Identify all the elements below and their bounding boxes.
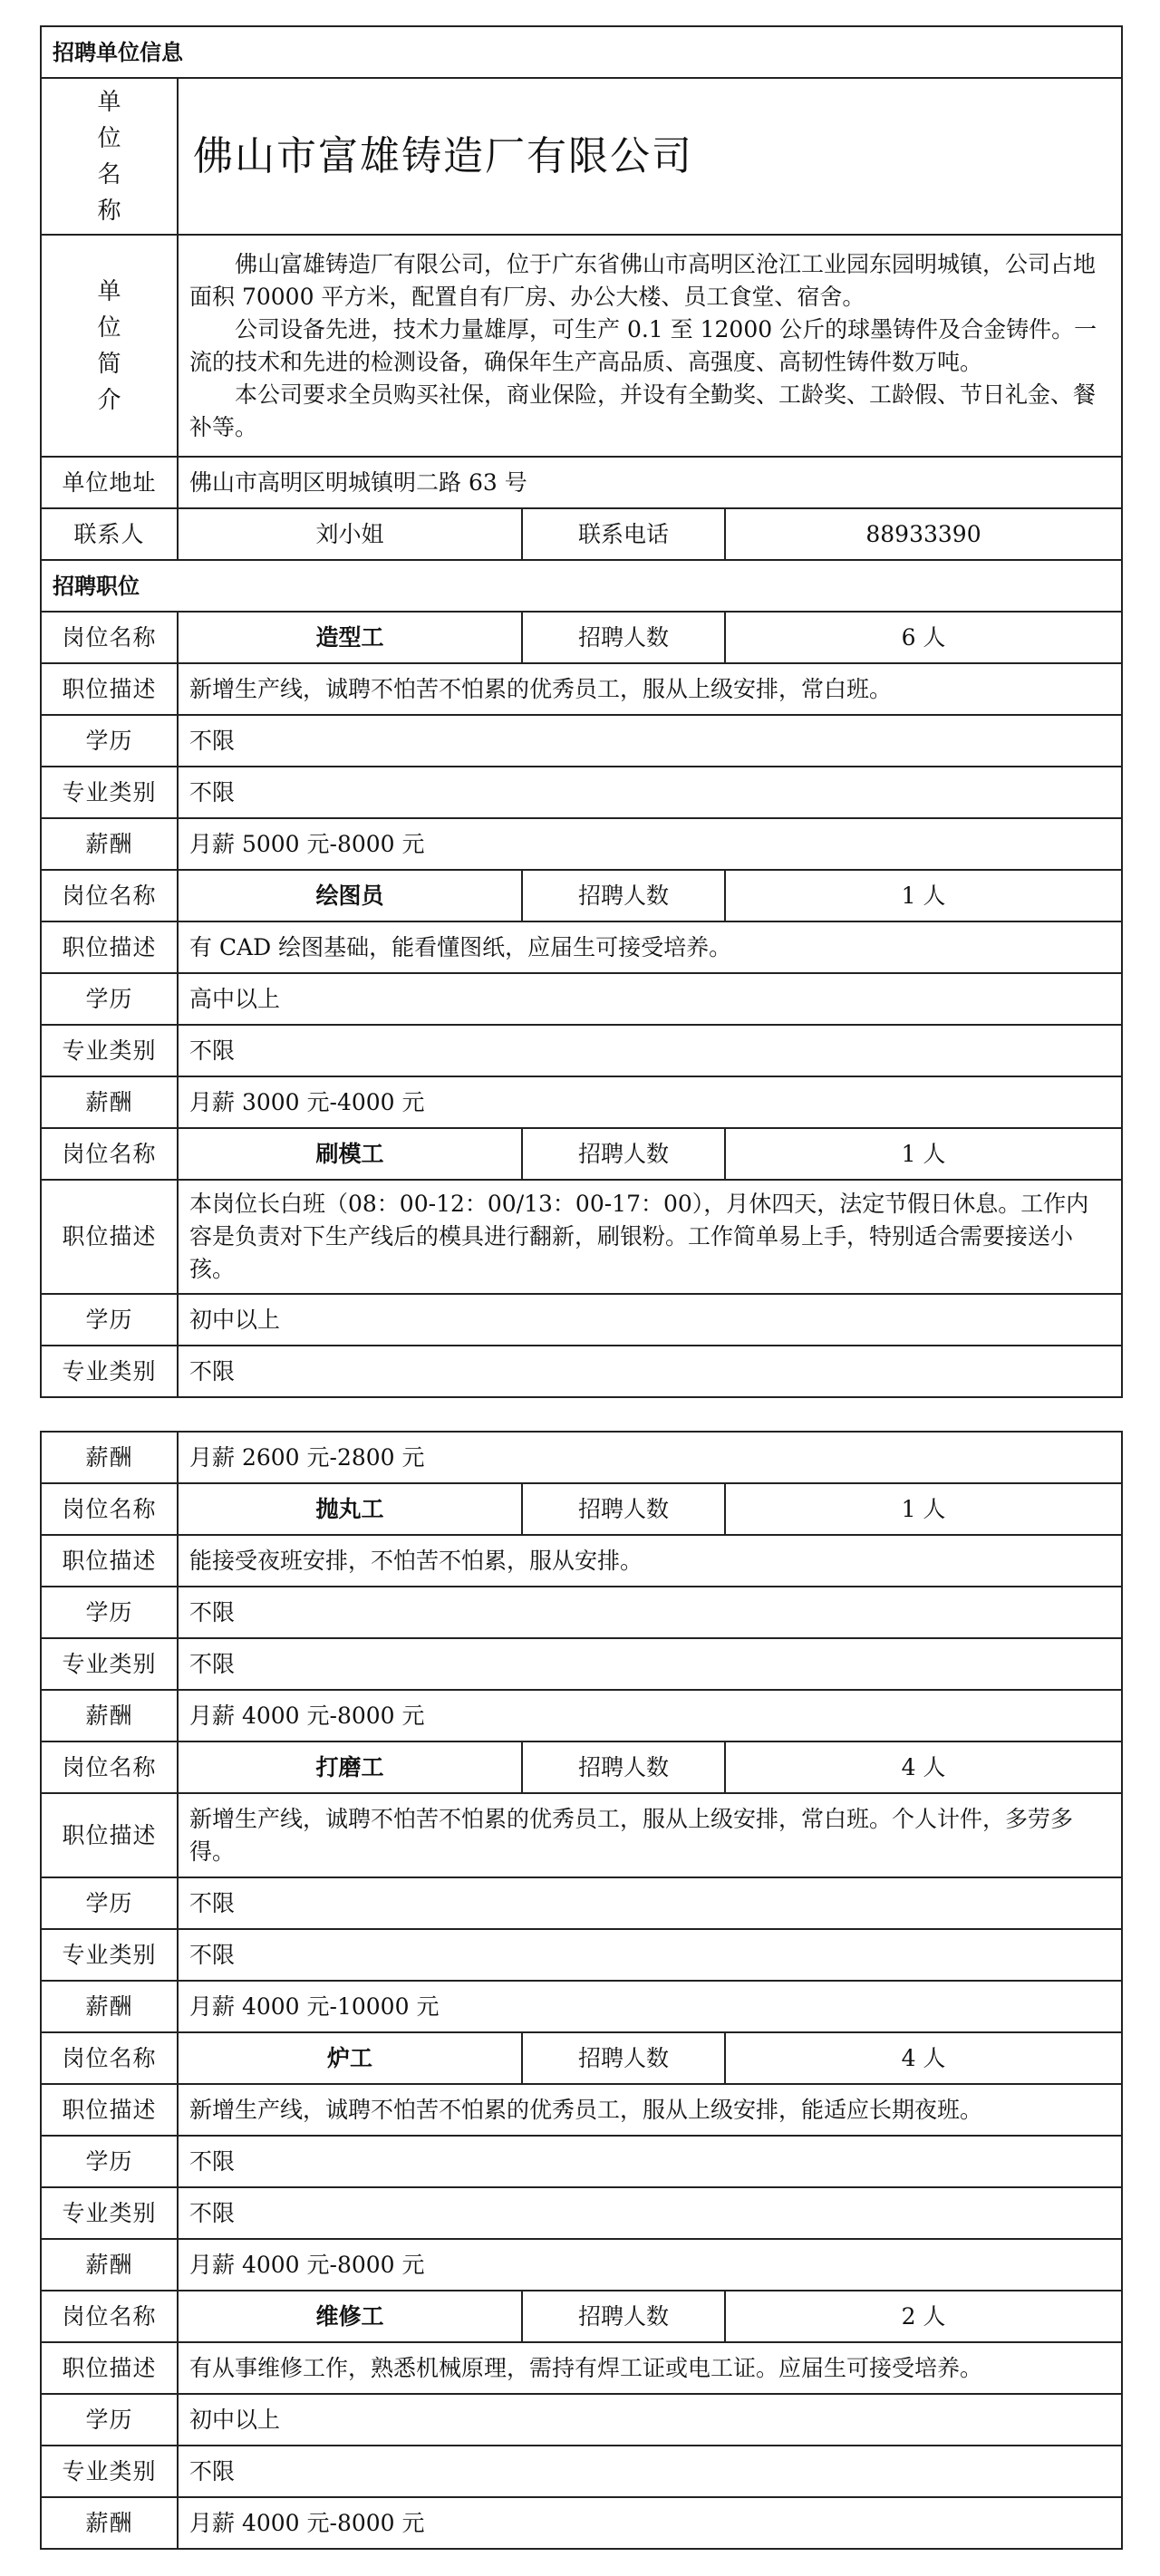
job-desc-label: 职位描述 bbox=[41, 1793, 178, 1877]
job-desc: 新增生产线，诚聘不怕苦不怕累的优秀员工，服从上级安排，能适应长期夜班。 bbox=[178, 2084, 1122, 2136]
contact-label: 联系人 bbox=[41, 508, 178, 560]
job-title-label: 岗位名称 bbox=[41, 870, 178, 921]
job-salary: 月薪 2600 元-2800 元 bbox=[178, 1432, 1122, 1483]
job-edu: 不限 bbox=[178, 715, 1122, 767]
job-edu: 不限 bbox=[178, 2136, 1122, 2187]
job-desc-label: 职位描述 bbox=[41, 2342, 178, 2394]
job-salary-label: 薪酬 bbox=[41, 2497, 178, 2549]
job-count-label: 招聘人数 bbox=[522, 2291, 725, 2342]
job-edu-label: 学历 bbox=[41, 715, 178, 767]
job-desc: 有 CAD 绘图基础，能看懂图纸，应届生可接受培养。 bbox=[178, 921, 1122, 973]
job-count: 6 人 bbox=[725, 612, 1122, 663]
job-title: 抛丸工 bbox=[178, 1483, 522, 1535]
job-title: 绘图员 bbox=[178, 870, 522, 921]
job-title-row bbox=[41, 870, 1122, 921]
job-major-label: 专业类别 bbox=[41, 2187, 178, 2239]
phone-number: 88933390 bbox=[725, 508, 1122, 560]
company-intro bbox=[178, 235, 1122, 457]
job-salary: 月薪 4000 元-8000 元 bbox=[178, 1690, 1122, 1741]
job-desc-label: 职位描述 bbox=[41, 2084, 178, 2136]
job-count-label: 招聘人数 bbox=[522, 870, 725, 921]
intro-paragraph: 公司设备先进，技术力量雄厚，可生产 0.1 至 12000 公斤的球墨铸件及合金铸件。一流的技术和先进的检测设备，确保年生产高品质、高强度、高韧性铸件数万吨。 bbox=[189, 315, 1097, 375]
job-count: 2 人 bbox=[725, 2291, 1122, 2342]
job-title-row bbox=[41, 2291, 1122, 2342]
job-edu: 不限 bbox=[178, 1877, 1122, 1929]
job-count-label: 招聘人数 bbox=[522, 1741, 725, 1793]
job-title-row bbox=[41, 2032, 1122, 2084]
job-major: 不限 bbox=[178, 767, 1122, 818]
job-edu-label: 学历 bbox=[41, 1294, 178, 1346]
job-major-label: 专业类别 bbox=[41, 1025, 178, 1076]
contact-person: 刘小姐 bbox=[178, 508, 522, 560]
company-address: 佛山市高明区明城镇明二路 63 号 bbox=[178, 457, 1122, 508]
job-count-label: 招聘人数 bbox=[522, 1483, 725, 1535]
job-major: 不限 bbox=[178, 2446, 1122, 2497]
phone-label: 联系电话 bbox=[522, 508, 725, 560]
recruitment-table-part2 bbox=[40, 1431, 1123, 2550]
job-major: 不限 bbox=[178, 1929, 1122, 1981]
job-major: 不限 bbox=[178, 1346, 1122, 1397]
job-title-label: 岗位名称 bbox=[41, 2032, 178, 2084]
job-major: 不限 bbox=[178, 1025, 1122, 1076]
job-salary: 月薪 5000 元-8000 元 bbox=[178, 818, 1122, 870]
job-desc-label: 职位描述 bbox=[41, 921, 178, 973]
job-desc: 有从事维修工作，熟悉机械原理，需持有焊工证或电工证。应届生可接受培养。 bbox=[178, 2342, 1122, 2394]
job-title-label: 岗位名称 bbox=[41, 2291, 178, 2342]
job-desc: 能接受夜班安排，不怕苦不怕累，服从安排。 bbox=[178, 1535, 1122, 1587]
job-title: 刷模工 bbox=[178, 1128, 522, 1180]
job-major-label: 专业类别 bbox=[41, 1638, 178, 1690]
job-title-row bbox=[41, 1483, 1122, 1535]
job-major-label: 专业类别 bbox=[41, 2446, 178, 2497]
job-edu-label: 学历 bbox=[41, 1877, 178, 1929]
job-title: 打磨工 bbox=[178, 1741, 522, 1793]
job-desc-label: 职位描述 bbox=[41, 663, 178, 715]
job-title-label: 岗位名称 bbox=[41, 1741, 178, 1793]
job-title: 造型工 bbox=[178, 612, 522, 663]
job-edu-label: 学历 bbox=[41, 2136, 178, 2187]
job-title-row bbox=[41, 1741, 1122, 1793]
jobs-section-header: 招聘职位 bbox=[41, 560, 1122, 612]
intro-paragraph: 本公司要求全员购买社保，商业保险，并设有全勤奖、工龄奖、工龄假、节日礼金、餐补等。 bbox=[189, 381, 1097, 440]
job-salary-label: 薪酬 bbox=[41, 2239, 178, 2291]
job-desc-label: 职位描述 bbox=[41, 1180, 178, 1294]
job-major: 不限 bbox=[178, 2187, 1122, 2239]
address-label: 单位地址 bbox=[41, 457, 178, 508]
job-count-label: 招聘人数 bbox=[522, 612, 725, 663]
job-count-label: 招聘人数 bbox=[522, 1128, 725, 1180]
job-salary-label: 薪酬 bbox=[41, 818, 178, 870]
job-major: 不限 bbox=[178, 1638, 1122, 1690]
recruitment-table-part1 bbox=[40, 25, 1123, 1398]
company-intro-label: 单位简介 bbox=[41, 235, 178, 457]
job-count: 1 人 bbox=[725, 1128, 1122, 1180]
job-title: 炉工 bbox=[178, 2032, 522, 2084]
job-major-label: 专业类别 bbox=[41, 767, 178, 818]
job-salary: 月薪 3000 元-4000 元 bbox=[178, 1076, 1122, 1128]
job-count: 1 人 bbox=[725, 870, 1122, 921]
company-name-label: 单位名称 bbox=[41, 78, 178, 235]
company-name: 佛山市富雄铸造厂有限公司 bbox=[178, 78, 1122, 235]
job-salary-label: 薪酬 bbox=[41, 1981, 178, 2032]
job-salary: 月薪 4000 元-10000 元 bbox=[178, 1981, 1122, 2032]
job-title-label: 岗位名称 bbox=[41, 1483, 178, 1535]
job-edu: 不限 bbox=[178, 1587, 1122, 1638]
job-title-label: 岗位名称 bbox=[41, 1128, 178, 1180]
job-title-label: 岗位名称 bbox=[41, 612, 178, 663]
job-title-row bbox=[41, 1128, 1122, 1180]
job-count: 4 人 bbox=[725, 2032, 1122, 2084]
job-desc-label: 职位描述 bbox=[41, 1535, 178, 1587]
job-title-row bbox=[41, 612, 1122, 663]
intro-paragraph: 佛山富雄铸造厂有限公司，位于广东省佛山市高明区沧江工业园东园明城镇，公司占地面积 70000 平方米，配置自有厂房、办公大楼、员工食堂、宿舍。 bbox=[189, 250, 1097, 310]
job-salary-label: 薪酬 bbox=[41, 1432, 178, 1483]
company-section-header: 招聘单位信息 bbox=[41, 26, 1122, 78]
job-desc: 新增生产线，诚聘不怕苦不怕累的优秀员工，服从上级安排，常白班。个人计件，多劳多得。 bbox=[178, 1793, 1122, 1877]
job-major-label: 专业类别 bbox=[41, 1346, 178, 1397]
job-major-label: 专业类别 bbox=[41, 1929, 178, 1981]
job-count: 1 人 bbox=[725, 1483, 1122, 1535]
job-salary: 月薪 4000 元-8000 元 bbox=[178, 2239, 1122, 2291]
job-edu: 初中以上 bbox=[178, 1294, 1122, 1346]
job-edu-label: 学历 bbox=[41, 2394, 178, 2446]
job-salary: 月薪 4000 元-8000 元 bbox=[178, 2497, 1122, 2549]
job-title: 维修工 bbox=[178, 2291, 522, 2342]
job-desc: 新增生产线，诚聘不怕苦不怕累的优秀员工，服从上级安排，常白班。 bbox=[178, 663, 1122, 715]
job-edu-label: 学历 bbox=[41, 1587, 178, 1638]
job-count-label: 招聘人数 bbox=[522, 2032, 725, 2084]
job-edu-label: 学历 bbox=[41, 973, 178, 1025]
job-edu: 高中以上 bbox=[178, 973, 1122, 1025]
job-count: 4 人 bbox=[725, 1741, 1122, 1793]
job-salary-label: 薪酬 bbox=[41, 1690, 178, 1741]
job-desc: 本岗位长白班（08：00-12：00/13：00-17：00），月休四天，法定节假日休息。工作内容是负责对下生产线后的模具进行翻新，刷银粉。工作简单易上手，特别适合需要接送小孩。 bbox=[178, 1180, 1122, 1294]
job-salary-label: 薪酬 bbox=[41, 1076, 178, 1128]
job-edu: 初中以上 bbox=[178, 2394, 1122, 2446]
